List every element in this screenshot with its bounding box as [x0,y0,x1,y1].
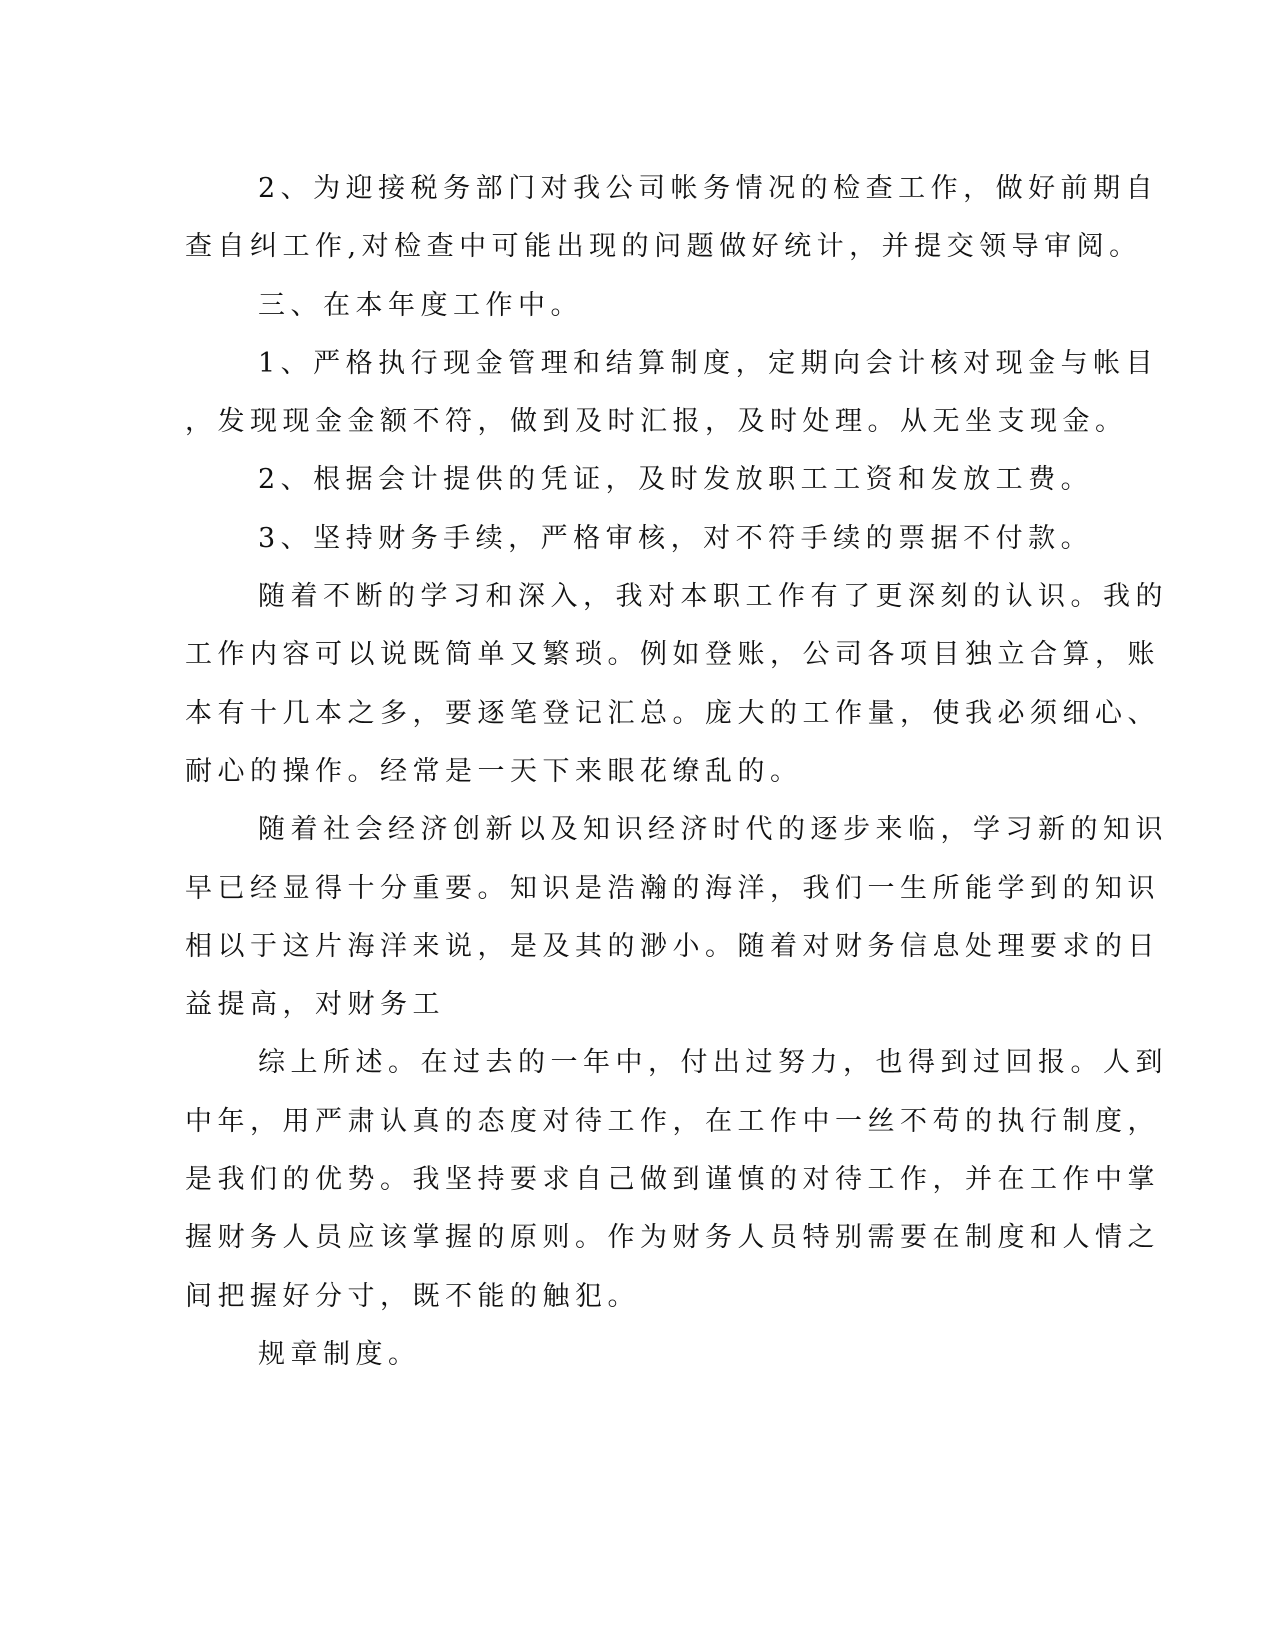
paragraph-line: 握财务人员应该掌握的原则。作为财务人员特别需要在制度和人情之 [185,1222,1160,1254]
paragraph-line: 工作内容可以说既简单又繁琐。例如登账，公司各项目独立合算，账 [185,639,1160,671]
section-heading: 三、在本年度工作中。 [258,289,583,321]
paragraph-line: 随着不断的学习和深入，我对本职工作有了更深刻的认识。我的 [258,581,1168,613]
paragraph-line: 耐心的操作。经常是一天下来眼花缭乱的。 [185,755,803,787]
paragraph-line: 查自纠工作,对检查中可能出现的问题做好统计，并提交领导审阅。 [185,231,1142,263]
document-body [185,160,1168,1384]
paragraph-line: 规章制度。 [258,1338,421,1370]
paragraph-line: 是我们的优势。我坚持要求自己做到谨慎的对待工作，并在工作中掌 [185,1164,1160,1196]
paragraph-line: 综上所述。在过去的一年中，付出过努力，也得到过回报。人到 [258,1047,1168,1079]
paragraph-line: 本有十几本之多，要逐笔登记汇总。庞大的工作量，使我必须细心、 [185,697,1160,729]
paragraph-line: 2、根据会计提供的凭证，及时发放职工工资和发放工费。 [258,464,1094,496]
paragraph-line: 2、为迎接税务部门对我公司帐务情况的检查工作，做好前期自 [258,173,1159,204]
paragraph-line: 间把握好分寸，既不能的触犯。 [185,1280,640,1312]
paragraph-line: 1、严格执行现金管理和结算制度，定期向会计核对现金与帐目 [258,347,1159,379]
paragraph-line: 相以于这片海洋来说，是及其的渺小。随着对财务信息处理要求的日 [185,930,1160,962]
paragraph-line: ，发现现金金额不符，做到及时汇报，及时处理。从无坐支现金。 [185,406,1128,438]
paragraph-line: 益提高，对财务工 [185,989,445,1021]
paragraph-line: 中年，用严肃认真的态度对待工作，在工作中一丝不苟的执行制度， [185,1105,1160,1137]
paragraph-line: 早已经显得十分重要。知识是浩瀚的海洋，我们一生所能学到的知识 [185,872,1160,904]
paragraph-line: 3、坚持财务手续，严格审核，对不符手续的票据不付款。 [258,522,1094,554]
paragraph-line: 随着社会经济创新以及知识经济时代的逐步来临，学习新的知识 [258,814,1168,846]
